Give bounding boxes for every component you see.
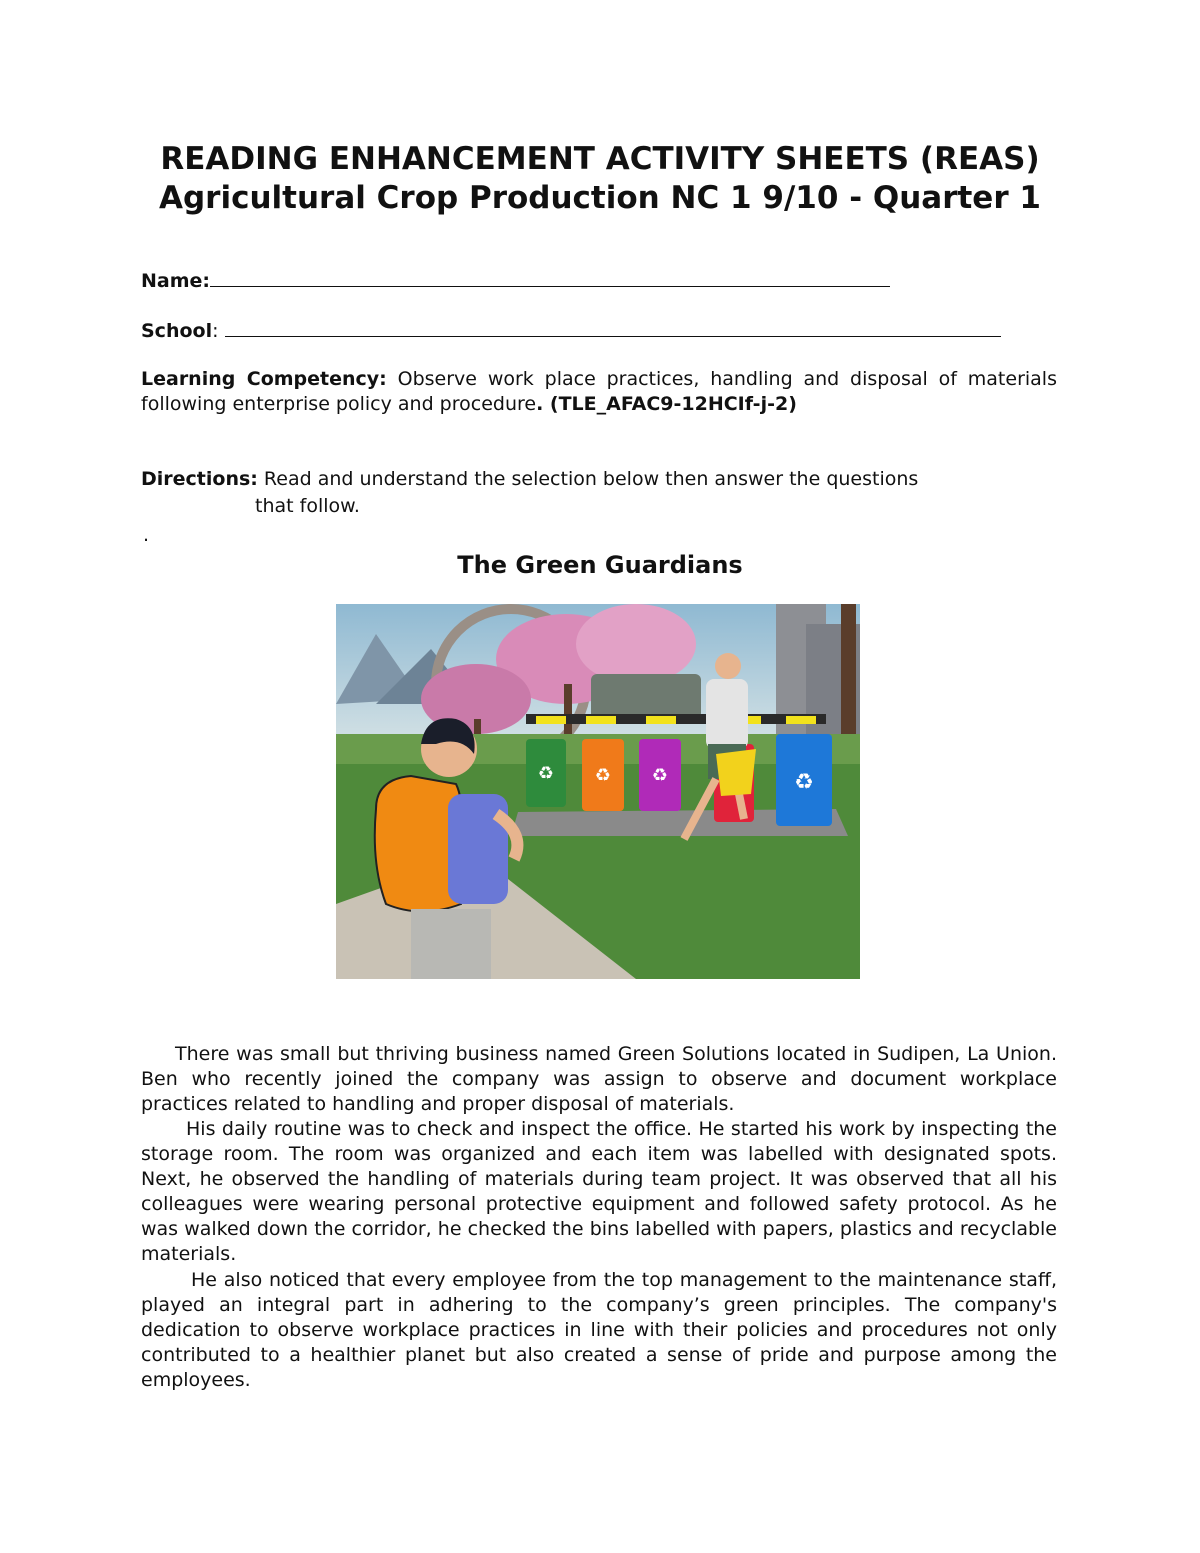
pink-tree <box>576 604 696 684</box>
directions-text-1: Read and understand the selection below then answer the questions <box>257 468 919 490</box>
competency-label: Learning Competency: <box>141 368 387 390</box>
competency-text: Observe work place practices, handling and disposal of materials following enterprise policy and procedure <box>141 368 1057 415</box>
school-colon: : <box>212 320 219 342</box>
bus <box>591 674 701 719</box>
yellow-bucket <box>716 749 756 796</box>
directions-row <box>141 470 918 489</box>
name-blank-line[interactable] <box>210 268 890 287</box>
school-blank-line[interactable] <box>225 318 1001 337</box>
recycle-icon: ♻ <box>594 765 612 786</box>
story-illustration <box>336 604 860 979</box>
directions-label: Directions: <box>141 468 258 490</box>
recycle-icon: ♻ <box>537 763 555 784</box>
title-line-1: READING ENHANCEMENT ACTIVITY SHEETS (REAS) <box>160 141 1040 177</box>
stray-dot: . <box>143 524 150 546</box>
title-line-2: Agricultural Crop Production NC 1 9/10 - Quarter 1 <box>158 180 1041 216</box>
recycle-icon: ♻ <box>794 770 814 795</box>
school-label: School <box>141 320 213 342</box>
competency-period: . <box>536 393 544 415</box>
story-title: The Green Guardians <box>457 551 743 579</box>
name-field-row <box>141 268 890 291</box>
story-paragraph-3: He also noticed that every employee from the top management to the maintenance staff, played an integral part in adhering to the company’s green principles. The company's dedication to observe workplace practices in line with their policies and procedures not only contributed to a healthier planet but also created a sense of pride and purpose among the employees. <box>141 1269 1057 1391</box>
recycle-icon: ♻ <box>651 765 669 786</box>
story-paragraph-1: There was small but thriving business named Green Solutions located in Sudipen, La Union. Ben who recently joined the company was assign to observe and document workplace practices related to handling and proper disposal of materials. <box>141 1043 1057 1115</box>
school-field-row <box>141 318 1001 341</box>
name-label: Name: <box>141 270 211 292</box>
competency-code: (TLE_AFAC9-12HCIf-j-2) <box>543 393 797 415</box>
directions-row-2 <box>255 497 360 516</box>
story-paragraph-2: His daily routine was to check and inspect the office. He started his work by inspecting the storage room. The room was organized and each item was labelled with designated spots. Next, he observed the handling of materials during team project. It was observed that all his colleagues were wearing personal protective equipment and followed safety protocol. As he was walked down the corridor, he checked the bins labelled with papers, plastics and recyclable materials. <box>141 1118 1057 1265</box>
boy-pants <box>411 909 491 979</box>
bin-label <box>586 716 616 724</box>
worker-shirt <box>706 679 748 749</box>
bin-label <box>786 716 816 724</box>
learning-competency <box>141 367 1057 417</box>
directions-text-2: that follow. <box>255 495 360 517</box>
bin-label <box>646 716 676 724</box>
worker-head <box>715 653 741 679</box>
bin-label <box>536 716 566 724</box>
